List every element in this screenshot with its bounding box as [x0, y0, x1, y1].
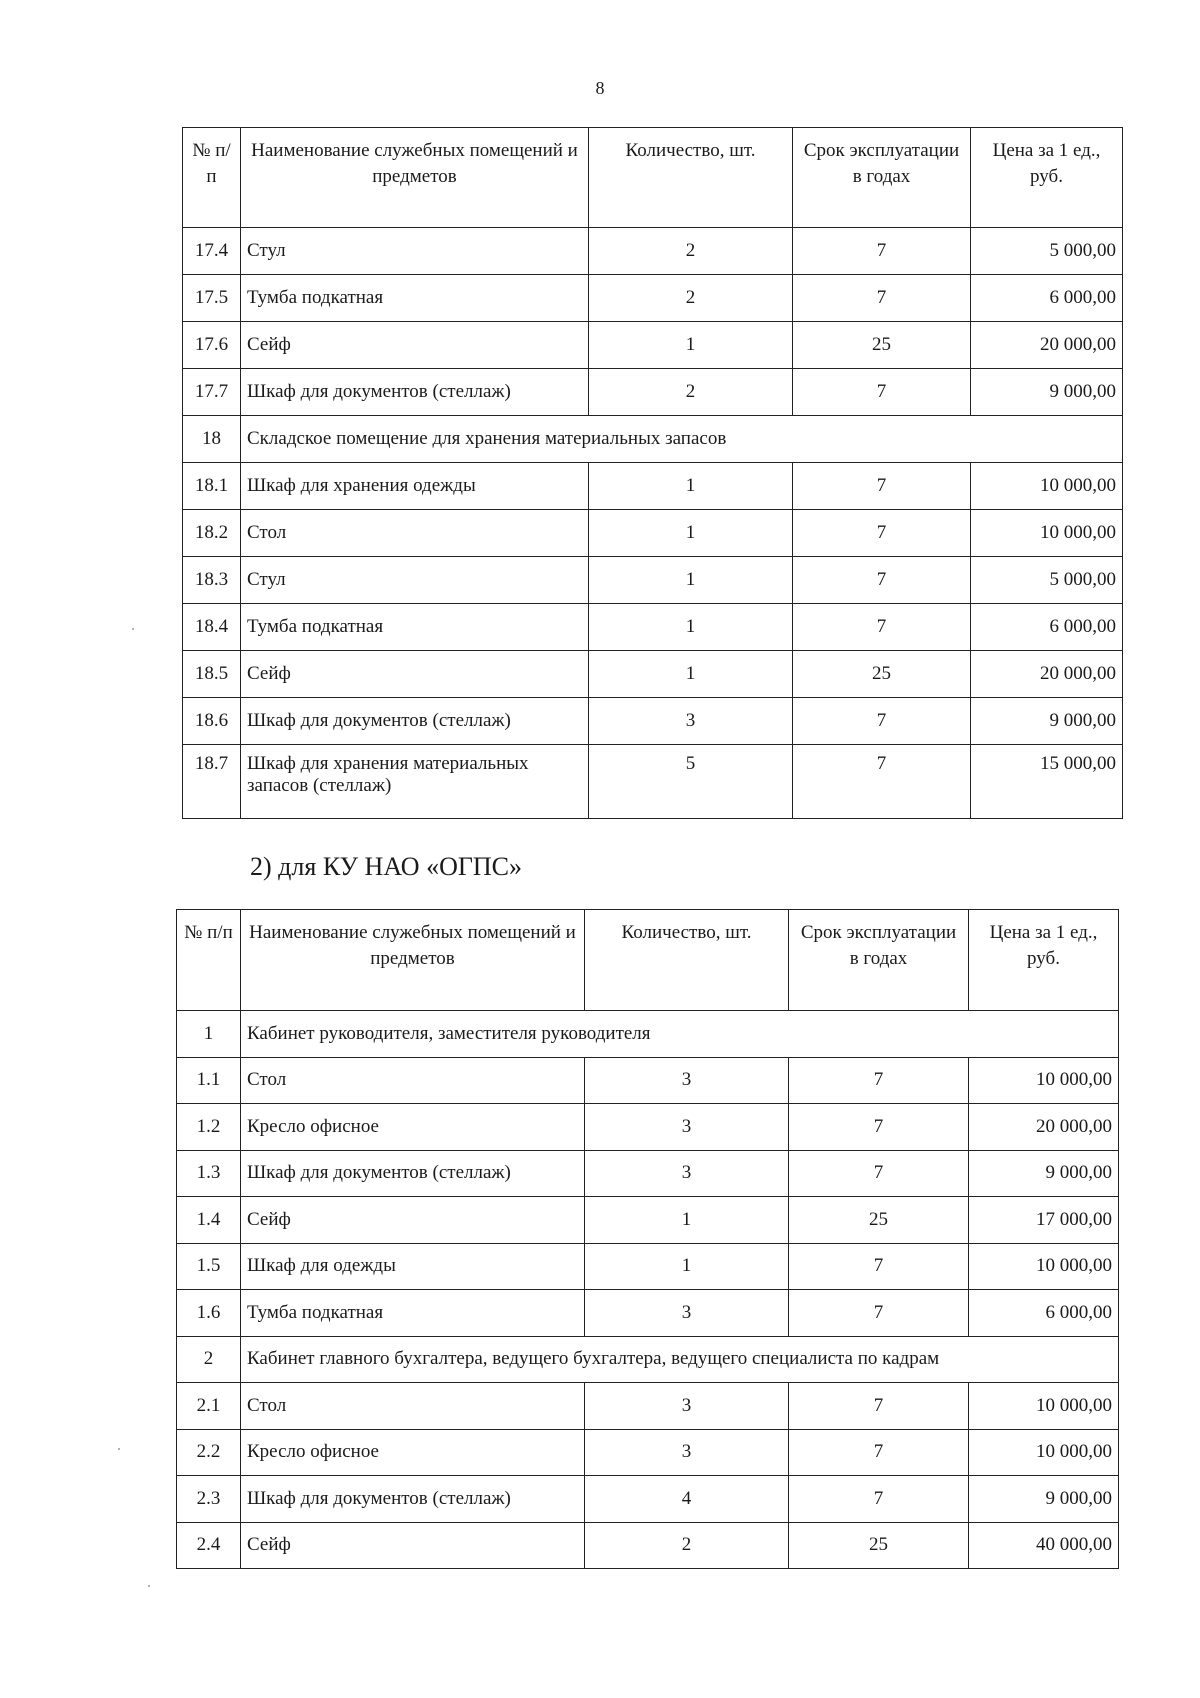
table-header: [183, 128, 1123, 228]
header-unit-price: Цена за 1 ед., руб.: [971, 128, 1123, 228]
table-row: [183, 510, 1123, 557]
item-quantity: 5: [589, 745, 793, 819]
row-number: 1.1: [177, 1057, 241, 1104]
table-row: [183, 557, 1123, 604]
item-unit-price: 5 000,00: [971, 557, 1123, 604]
row-number: 1.3: [177, 1150, 241, 1197]
row-number: 18.7: [183, 745, 241, 819]
row-number: 17.5: [183, 275, 241, 322]
item-service-life: 25: [793, 651, 971, 698]
item-quantity: 3: [585, 1057, 789, 1104]
table-row: [177, 1057, 1119, 1104]
item-quantity: 3: [585, 1104, 789, 1151]
item-quantity: 3: [585, 1429, 789, 1476]
item-unit-price: 20 000,00: [971, 651, 1123, 698]
table-row: [177, 1522, 1119, 1569]
item-quantity: 1: [589, 510, 793, 557]
item-unit-price: 9 000,00: [971, 369, 1123, 416]
item-quantity: 3: [585, 1383, 789, 1430]
item-service-life: 7: [793, 369, 971, 416]
item-name: Сейф: [241, 1197, 585, 1244]
group-title: Кабинет главного бухгалтера, ведущего бухгалтера, ведущего специалиста по кадрам: [241, 1336, 1119, 1383]
header-service-life: Срок эксплуатации в годах: [789, 910, 969, 1011]
item-quantity: 3: [585, 1290, 789, 1337]
item-service-life: 7: [793, 745, 971, 819]
item-quantity: 1: [589, 557, 793, 604]
row-number: 17.4: [183, 228, 241, 275]
table-row: [183, 369, 1123, 416]
scan-speck: [118, 1448, 120, 1450]
item-service-life: 7: [789, 1290, 969, 1337]
item-name: Шкаф для хранения материальных запасов (стеллаж): [241, 745, 589, 819]
item-service-life: 7: [793, 510, 971, 557]
item-service-life: 7: [793, 698, 971, 745]
item-unit-price: 10 000,00: [971, 463, 1123, 510]
item-unit-price: 5 000,00: [971, 228, 1123, 275]
item-name: Шкаф для документов (стеллаж): [241, 1476, 585, 1523]
page-number: 8: [595, 78, 605, 98]
header-service-life: Срок эксплуатации в годах: [793, 128, 971, 228]
item-quantity: 2: [589, 369, 793, 416]
item-unit-price: 6 000,00: [971, 275, 1123, 322]
item-unit-price: 9 000,00: [969, 1150, 1119, 1197]
table-row: [177, 1476, 1119, 1523]
item-unit-price: 17 000,00: [969, 1197, 1119, 1244]
header-quantity: Количество, шт.: [589, 128, 793, 228]
item-quantity: 3: [589, 698, 793, 745]
item-quantity: 2: [585, 1522, 789, 1569]
item-service-life: 25: [789, 1197, 969, 1244]
item-unit-price: 9 000,00: [971, 698, 1123, 745]
group-row: [177, 1336, 1119, 1383]
row-number: 18.1: [183, 463, 241, 510]
item-name: Шкаф для документов (стеллаж): [241, 1150, 585, 1197]
item-unit-price: 10 000,00: [969, 1383, 1119, 1430]
table-row: [177, 1197, 1119, 1244]
item-service-life: 7: [789, 1383, 969, 1430]
table-row: [177, 1243, 1119, 1290]
header-number: № п/п: [183, 128, 241, 228]
item-unit-price: 40 000,00: [969, 1522, 1119, 1569]
item-unit-price: 10 000,00: [971, 510, 1123, 557]
scan-speck: [148, 1585, 150, 1587]
item-name: Стол: [241, 1057, 585, 1104]
row-number: 18.3: [183, 557, 241, 604]
item-quantity: 1: [585, 1197, 789, 1244]
item-quantity: 2: [589, 275, 793, 322]
row-number: 1.2: [177, 1104, 241, 1151]
item-name: Шкаф для документов (стеллаж): [241, 369, 589, 416]
item-name: Стол: [241, 510, 589, 557]
row-number: 2: [177, 1336, 241, 1383]
item-service-life: 7: [793, 228, 971, 275]
item-name: Сейф: [241, 1522, 585, 1569]
table-header: [177, 910, 1119, 1011]
section-heading: 2) для КУ НАО «ОГПС»: [250, 852, 523, 881]
item-unit-price: 6 000,00: [969, 1290, 1119, 1337]
item-name: Шкаф для одежды: [241, 1243, 585, 1290]
item-unit-price: 10 000,00: [969, 1429, 1119, 1476]
item-service-life: 7: [789, 1057, 969, 1104]
row-number: 1.5: [177, 1243, 241, 1290]
table-row: [183, 698, 1123, 745]
furniture-table-1: [182, 127, 1123, 819]
row-number: 2.1: [177, 1383, 241, 1430]
row-number: 1.6: [177, 1290, 241, 1337]
table-row: [183, 463, 1123, 510]
item-quantity: 1: [589, 604, 793, 651]
item-name: Сейф: [241, 651, 589, 698]
item-service-life: 7: [789, 1429, 969, 1476]
item-quantity: 1: [589, 651, 793, 698]
item-quantity: 1: [589, 463, 793, 510]
item-name: Стол: [241, 1383, 585, 1430]
header-number: № п/п: [177, 910, 241, 1011]
item-name: Тумба подкатная: [241, 275, 589, 322]
item-service-life: 7: [793, 275, 971, 322]
item-name: Тумба подкатная: [241, 1290, 585, 1337]
item-quantity: 4: [585, 1476, 789, 1523]
row-number: 2.4: [177, 1522, 241, 1569]
header-quantity: Количество, шт.: [585, 910, 789, 1011]
item-service-life: 7: [789, 1476, 969, 1523]
item-service-life: 7: [789, 1104, 969, 1151]
item-name: Стул: [241, 228, 589, 275]
scan-speck: [132, 628, 134, 630]
header-name: Наименование служебных помещений и предметов: [241, 128, 589, 228]
group-row: [177, 1011, 1119, 1058]
row-number: 18.6: [183, 698, 241, 745]
item-service-life: 7: [789, 1150, 969, 1197]
table-row: [183, 322, 1123, 369]
table-row: [177, 1383, 1119, 1430]
row-number: 1: [177, 1011, 241, 1058]
header-unit-price: Цена за 1 ед., руб.: [969, 910, 1119, 1011]
row-number: 18: [183, 416, 241, 463]
item-quantity: 3: [585, 1150, 789, 1197]
row-number: 18.4: [183, 604, 241, 651]
item-service-life: 7: [789, 1243, 969, 1290]
item-service-life: 25: [789, 1522, 969, 1569]
row-number: 2.2: [177, 1429, 241, 1476]
item-name: Сейф: [241, 322, 589, 369]
row-number: 18.2: [183, 510, 241, 557]
item-unit-price: 9 000,00: [969, 1476, 1119, 1523]
table-row: [183, 651, 1123, 698]
item-quantity: 1: [585, 1243, 789, 1290]
group-row: [183, 416, 1123, 463]
row-number: 17.7: [183, 369, 241, 416]
row-number: 1.4: [177, 1197, 241, 1244]
item-unit-price: 20 000,00: [971, 322, 1123, 369]
item-unit-price: 15 000,00: [971, 745, 1123, 819]
item-unit-price: 10 000,00: [969, 1243, 1119, 1290]
table-row: [177, 1429, 1119, 1476]
item-unit-price: 20 000,00: [969, 1104, 1119, 1151]
item-name: Стул: [241, 557, 589, 604]
item-name: Кресло офисное: [241, 1429, 585, 1476]
item-service-life: 7: [793, 557, 971, 604]
row-number: 18.5: [183, 651, 241, 698]
group-title: Кабинет руководителя, заместителя руководителя: [241, 1011, 1119, 1058]
header-name: Наименование служебных помещений и предметов: [241, 910, 585, 1011]
item-name: Кресло офисное: [241, 1104, 585, 1151]
table-row: [177, 1290, 1119, 1337]
table-row: [183, 275, 1123, 322]
table-row: [183, 604, 1123, 651]
item-name: Шкаф для документов (стеллаж): [241, 698, 589, 745]
item-service-life: 25: [793, 322, 971, 369]
furniture-table-2: [176, 909, 1119, 1569]
row-number: 2.3: [177, 1476, 241, 1523]
item-unit-price: 10 000,00: [969, 1057, 1119, 1104]
table-row: [177, 1150, 1119, 1197]
item-unit-price: 6 000,00: [971, 604, 1123, 651]
row-number: 17.6: [183, 322, 241, 369]
item-service-life: 7: [793, 604, 971, 651]
item-service-life: 7: [793, 463, 971, 510]
item-quantity: 2: [589, 228, 793, 275]
table-row: [177, 1104, 1119, 1151]
table-row: [183, 228, 1123, 275]
table-row: [183, 745, 1123, 819]
item-name: Шкаф для хранения одежды: [241, 463, 589, 510]
item-quantity: 1: [589, 322, 793, 369]
item-name: Тумба подкатная: [241, 604, 589, 651]
group-title: Складское помещение для хранения материальных запасов: [241, 416, 1123, 463]
